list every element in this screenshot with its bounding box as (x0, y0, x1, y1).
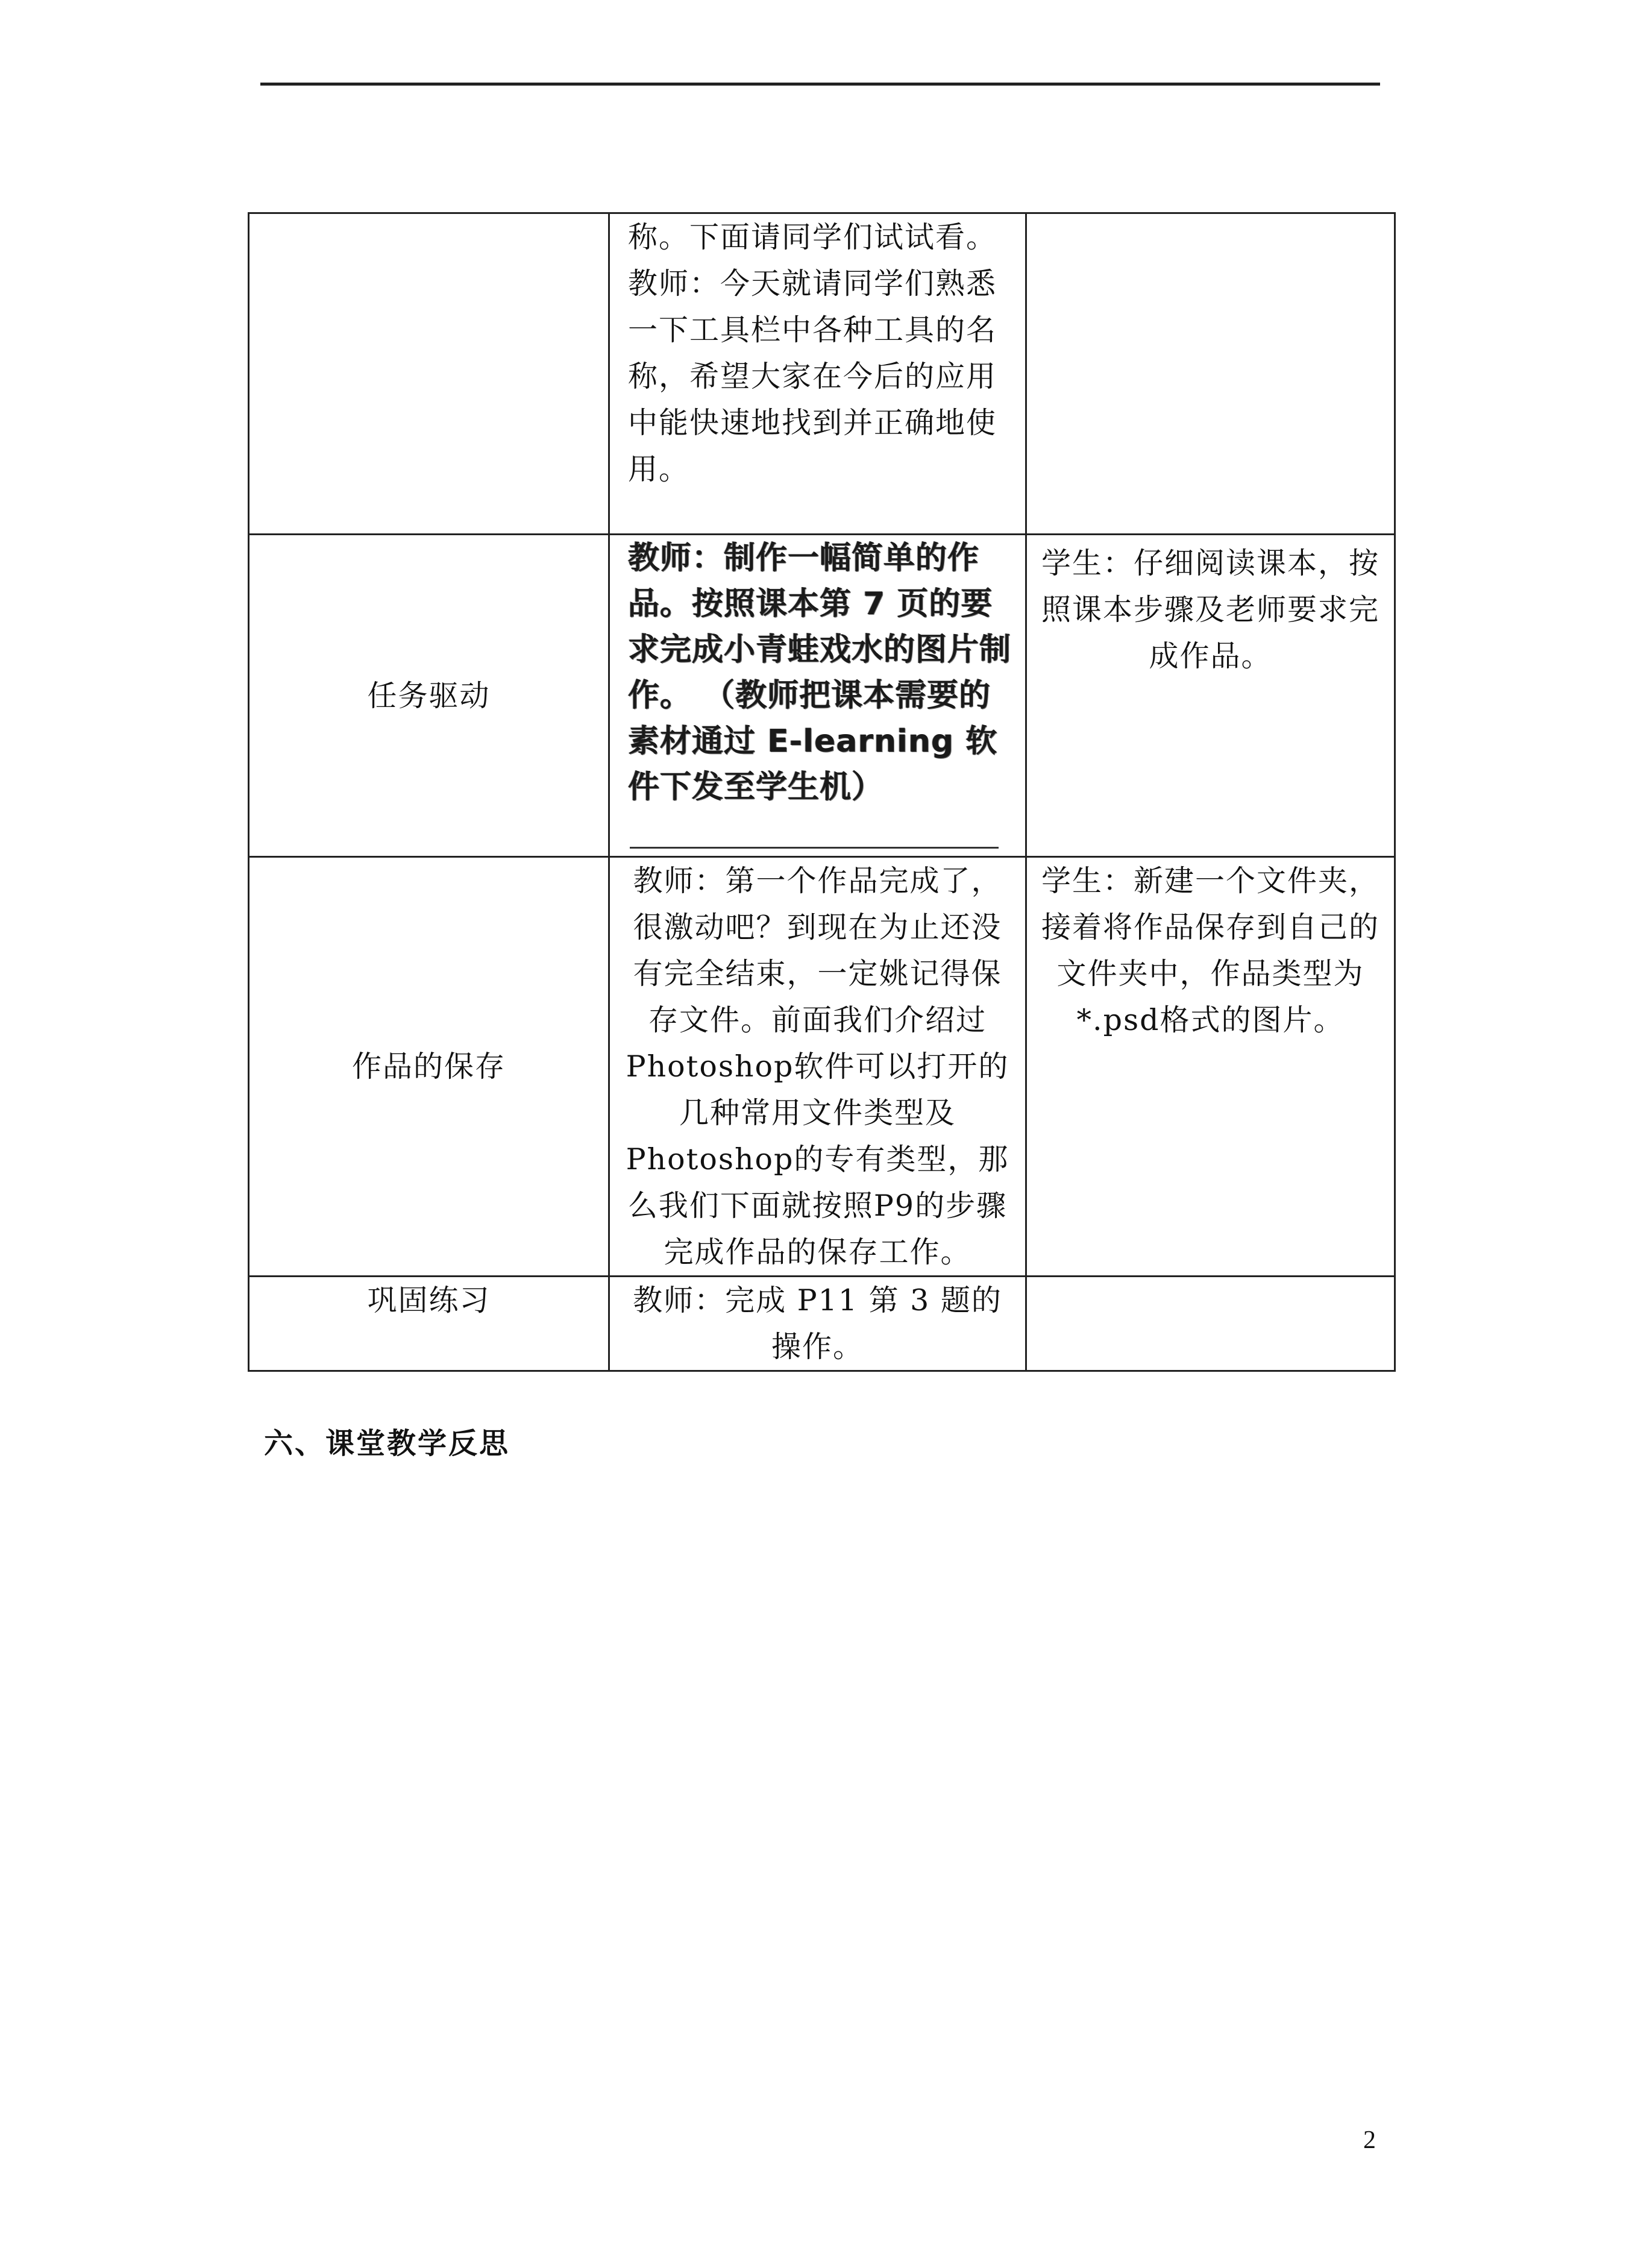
table-row (249, 857, 1395, 1277)
page-number: 2 (1363, 2126, 1376, 2154)
teacher-activity-cell (609, 857, 1026, 1277)
section-cell (249, 535, 609, 857)
teacher-activity-text: 称。下面请同学们试试看。 教师：今天就请同学们熟悉一下工具栏中各种工具的名称，希望大家在今后的应用中能快速地找到并正确地使用。 (628, 220, 997, 486)
teacher-activity-cell (609, 213, 1026, 535)
table-row (249, 535, 1395, 857)
section-heading: 六、课堂教学反思 (264, 1427, 510, 1460)
student-activity-cell (1026, 213, 1395, 535)
lesson-plan-table (248, 212, 1396, 1372)
student-activity-text: 学生：新建一个文件夹，接着将作品保存到自己的文件夹中，作品类型为*.psd格式的图片。 (1041, 864, 1379, 1037)
section-cell (249, 213, 609, 535)
student-activity-cell (1026, 1277, 1395, 1371)
student-activity-text: 学生：仔细阅读课本，按照课本步骤及老师要求完成作品。 (1041, 546, 1379, 673)
section-cell (249, 857, 609, 1277)
student-activity-cell (1026, 857, 1395, 1277)
section-label: 巩固练习 (367, 1283, 491, 1318)
section-cell (249, 1277, 609, 1371)
student-activity-cell (1026, 535, 1395, 857)
table-row (249, 1277, 1395, 1371)
table-row (249, 213, 1395, 535)
scan-underline (630, 847, 999, 849)
teacher-activity-cell (609, 1277, 1026, 1371)
header-rule (260, 83, 1380, 86)
section-label: 作品的保存 (351, 1049, 506, 1084)
section-label: 任务驱动 (367, 678, 491, 713)
teacher-activity-text: 教师：第一个作品完成了，很激动吧？到现在为止还没有完全结束，一定姚记得保存文件。前面我们介绍过Photoshop软件可以打开的几种常用文件类型及Photoshop的专有类型，那么我们下面就按照P9的步骤完成作品的保存工作。 (626, 864, 1009, 1269)
teacher-activity-text: 教师：完成 P11 第 3 题的操作。 (633, 1283, 1002, 1364)
teacher-activity-cell (609, 535, 1026, 857)
scanned-teacher-activity-text: 教师：制作一幅简单的作品。按照课本第 7 页的要求完成小青蛙戏水的图片制作。 （教师把课本需要的素材通过 E-learning 软件下发至学生机） (628, 540, 1012, 805)
